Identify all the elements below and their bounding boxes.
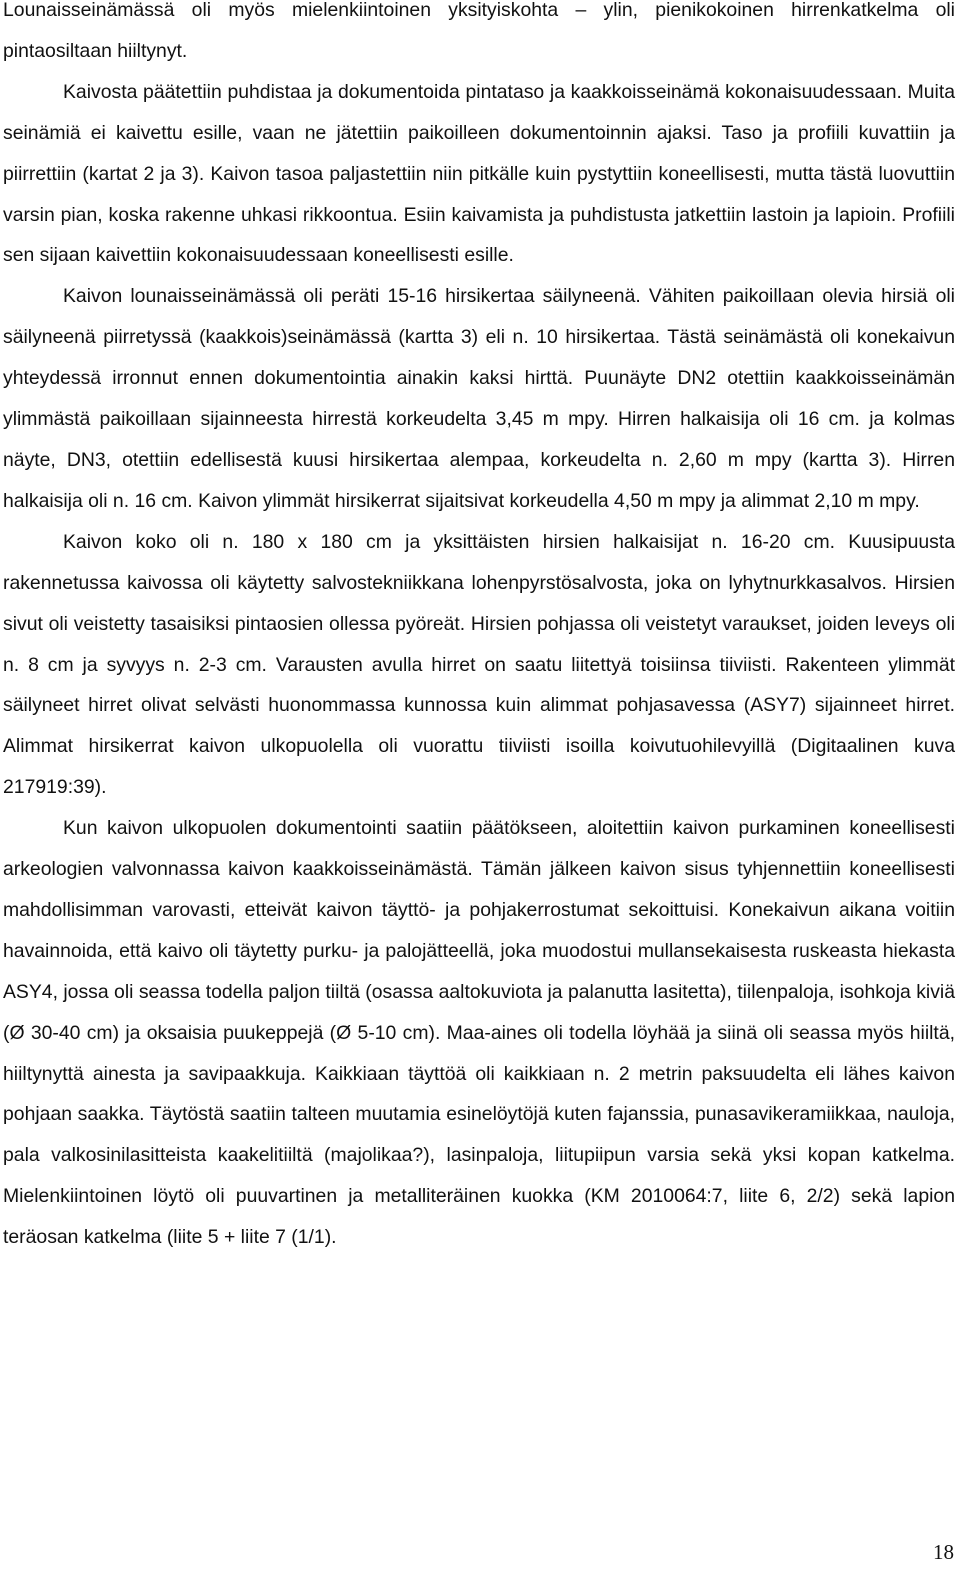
body-text	[3, 0, 955, 1258]
paragraph-southwest-wall-detail: Lounaisseinämässä oli myös mielenkiintoinen yksityiskohta – ylin, pienikokoinen hirrenkatkelma oli pintaosiltaan hiiltynyt.	[3, 0, 955, 62]
paragraph-documentation-method: Kaivosta päätettiin puhdistaa ja dokumentoida pintataso ja kaakkoisseinämä kokonaisuudessaan. Muita seinämiä ei kaivettu esille, vaan ne jätettiin paikoilleen dokumentoinnin ajaksi. Taso ja profiili kuvattiin ja piirrettiin (kartat 2 ja 3). Kaivon tasoa paljastettiin niin pitkälle kuin pystyttiin koneellisesti, mutta tästä luovuttiin varsin pian, koska rakenne uhkasi rikkoontua. Esiin kaivamista ja puhdistusta jatkettiin lastoin ja lapioin. Profiili sen sijaan kaivettiin kokonaisuudessaan koneellisesti esille.	[3, 80, 955, 267]
paragraph-log-courses: Kaivon lounaisseinämässä oli peräti 15-16 hirsikertaa säilyneenä. Vähiten paikoillaan olevia hirsiä oli säilyneenä piirretyssä (kaakkois)seinämässä (kartta 3) eli n. 10 hirsikertaa. Tästä seinämästä oli konekaivun yhteydessä irronnut ennen dokumentointia ainakin kaksi hirttä. Puunäyte DN2 otettiin kaakkoisseinämän ylimmästä paikoillaan sijainneesta hirrestä korkeudelta 3,45 m mpy. Hirren halkaisija oli 16 cm. ja kolmas näyte, DN3, otettiin edellisestä kuusi hirsikertaa alempaa, korkeudelta n. 2,60 m mpy (kartta 3). Hirren halkaisija oli n. 16 cm. Kaivon ylimmät hirsikerrat sijaitsivat korkeudella 4,50 m mpy ja alimmat 2,10 m mpy.	[3, 285, 955, 512]
page-number: 18	[933, 1540, 954, 1564]
paragraph-well-construction: Kaivon koko oli n. 180 x 180 cm ja yksittäisten hirsien halkaisijat n. 16-20 cm. Kuusipuusta rakennetussa kaivossa oli käytetty salvostekniikkana lohenpyrstösalvosta, joka on lyhytnurkkasalvos. Hirsien sivut oli veistetty tasaisiksi pintaosien ollessa pyöreät. Hirsien pohjassa oli veistetyt varaukset, joiden leveys oli n. 8 cm ja syvyys n. 2-3 cm. Varausten avulla hirret on saatu liitettyä toisiinsa tiiviisti. Rakenteen ylimmät säilyneet hirret olivat selvästi huonommassa kunnossa kuin alimmat pohjasavessa (ASY7) sijainneet hirret. Alimmat hirsikerrat kaivon ulkopuolella oli vuorattu tiiviisti isoilla koivutuohilevyillä (Digitaalinen kuva 217919:39).	[3, 530, 955, 799]
paragraph-well-dismantling: Kun kaivon ulkopuolen dokumentointi saatiin päätökseen, aloitettiin kaivon purkaminen koneellisesti arkeologien valvonnassa kaivon kaakkoisseinämästä. Tämän jälkeen kaivon sisus tyhjennettiin koneellisesti mahdollisimman varovasti, etteivät kaivon täyttö- ja pohjakerrostumat sekoittuisi. Konekaivun aikana voitiin havainnoida, että kaivo oli täytetty purku- ja palojätteellä, joka muodostui mullansekaisesta ruskeasta hiekasta ASY4, jossa oli seassa todella paljon tiiltä (osassa aaltokuviota ja palanutta lasitetta), tiilenpaloja, isohkoja kiviä (Ø 30-40 cm) ja oksaisia puukeppejä (Ø 5-10 cm). Maa-aines oli todella löyhää ja siinä oli seassa myös hiiltä, hiiltynyttä ainesta ja savipaakkuja. Kaikkiaan täyttöä oli kaikkiaan n. 2 metrin paksuudelta eli lähes kaivon pohjaan saakka. Täytöstä saatiin talteen muutamia esinelöytöjä kuten fajanssia, punasavikeramiikkaa, nauloja, pala valkosinilasitteista kaakelitiiltä (majolikaa?), lasinpaloja, liitupiipun varsia sekä yksi kopan katkelma. Mielenkiintoinen löytö oli puuvartinen ja metalliteräinen kuokka (KM 2010064:7, liite 6, 2/2) sekä lapion teräosan katkelma (liite 5 + liite 7 (1/1).	[3, 817, 955, 1249]
